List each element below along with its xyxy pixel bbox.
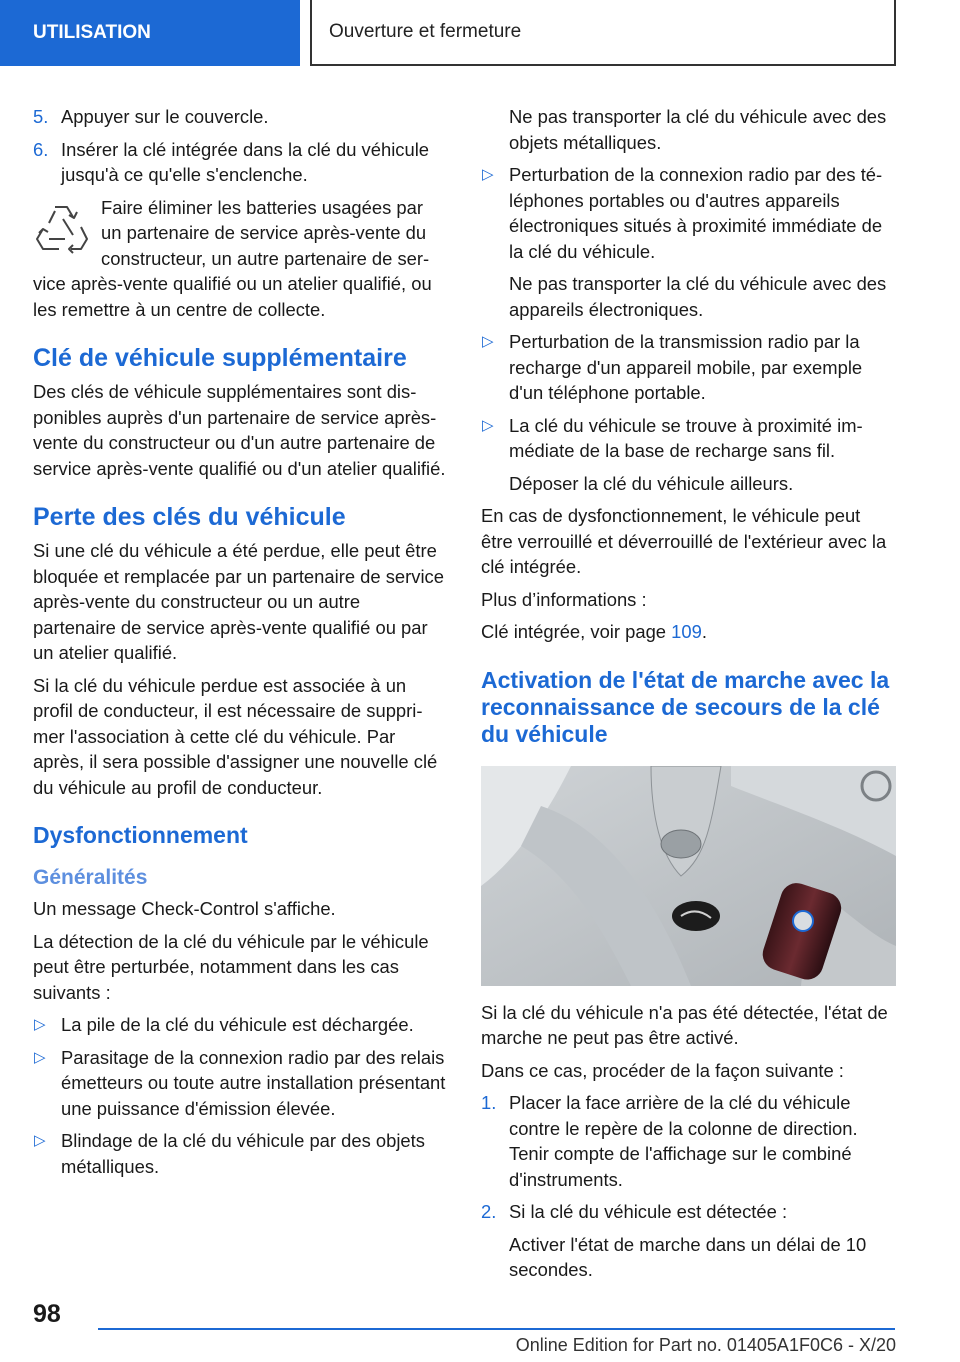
step-1 (481, 1090, 897, 1192)
step-number: 2. (481, 1201, 497, 1222)
bullet-subtext: Déposer la clé du véhicule ailleurs. (509, 472, 794, 494)
bullet-text: Perturbation de la connexion radio par des téléphones portables ou d'autres appareils électroniques situés à proximité immédiate de la clé du véhicule. (509, 164, 883, 262)
triangle-bullet-icon: ▷ (34, 1048, 46, 1066)
recycling-note (33, 195, 447, 323)
step-number: 6. (33, 138, 49, 160)
recycle-icon (33, 199, 89, 259)
heading-extra-key: Clé de véhicule supplémentaire (33, 344, 407, 372)
header-section-label: UTILISATION (33, 22, 151, 44)
steering-column-key-photo (481, 766, 896, 986)
bullet-item (481, 162, 897, 264)
step-number: 5. (33, 106, 49, 127)
page-link[interactable]: 109 (671, 621, 702, 642)
step-2 (481, 1199, 897, 1225)
triangle-bullet-icon: ▷ (482, 333, 494, 350)
bullet-item (33, 1012, 447, 1038)
paragraph: En cas de dysfonctionnement, le véhicule peut être verrouillé et déverrouillé de l'extérieur avec la clé intégrée. (481, 505, 887, 577)
step-text: Placer la face arrière de la clé du véhicule contre le repère de la colonne de direction. Tenir compte de l'affichage sur le combiné d'instruments. (509, 1092, 858, 1190)
triangle-bullet-icon: ▷ (34, 1016, 46, 1033)
bullet-text: Perturbation de la transmission radio par la recharge d'un appareil mobile, par exemple d'un téléphone portable. (509, 331, 863, 403)
bullet-item (481, 413, 897, 464)
step-text: Insérer la clé intégrée dans la clé du véhicule jusqu'à ce qu'elle s'enclenche. (61, 138, 430, 185)
paragraph: Si la clé du véhicule perdue est associée à un profil de conducteur, il est nécessaire de supprimer l'association à cette clé du véhicule. Par après, il sera possible d'assigner une nouvelle clé du véhicule au profil de conducteur. (33, 674, 438, 798)
right-column (481, 104, 897, 1290)
paragraph: Plus d’informations : (481, 588, 647, 610)
bullet-text: La pile de la clé du véhicule est déchargée. (61, 1014, 414, 1035)
step-number: 1. (481, 1092, 497, 1113)
page-reference (481, 619, 897, 645)
subheading-general: Généralités (33, 866, 148, 889)
step-5 (33, 104, 447, 130)
paragraph: La détection de la clé du véhicule par le véhicule peut être perturbée, notamment dans les cas suivants : (33, 930, 429, 1003)
header-chapter-box (310, 0, 896, 66)
recycling-text: Faire éliminer les batteries usagées par un partenaire de service après-vente du constructeur, un autre partenaire de service après-vente qualifié ou un atelier qualifié, ou les remettre à un centre de collecte. (33, 196, 432, 320)
bullet-text: La clé du véhicule se trouve à proximité immédiate de la base de recharge sans fil. (509, 414, 863, 461)
triangle-bullet-icon: ▷ (34, 1132, 46, 1149)
bullet-item (481, 329, 897, 406)
paragraph: Dans ce cas, procéder de la façon suivante : (481, 1059, 844, 1081)
heading-malfunction: Dysfonctionnement (33, 822, 248, 848)
paragraph: Si la clé du véhicule n'a pas été détectée, l'état de marche ne peut pas être activé. (481, 1001, 888, 1048)
heading-activation: Activation de l'état de marche avec la reconnaissance de secours de la clé du véhicule (481, 666, 890, 747)
triangle-bullet-icon: ▷ (482, 166, 494, 183)
bullet-item (33, 1128, 447, 1179)
left-column (33, 104, 447, 1186)
footer-divider (98, 1328, 895, 1330)
bullet-subtext: Ne pas transporter la clé du véhicule avec des objets métalliques. (509, 106, 887, 153)
page-number: 98 (33, 1300, 61, 1328)
footer-edition: Online Edition for Part no. 01405A1F0C6 - X/20 (515, 1335, 896, 1355)
header-section-tab (0, 0, 300, 66)
triangle-bullet-icon: ▷ (482, 416, 494, 434)
reference-end: . (701, 621, 707, 642)
reference-text: Clé intégrée, voir page (481, 621, 672, 642)
heading-lost-keys: Perte des clés du véhicule (33, 503, 346, 531)
step-6 (33, 137, 447, 188)
header-chapter-label: Ouverture et fermeture (329, 21, 522, 43)
bullet-text: Parasitage de la connexion radio par des relais émetteurs ou toute autre installation présentant une puissance d'émission élevée. (61, 1046, 446, 1119)
bullet-item (33, 1045, 447, 1122)
bullet-text: Blindage de la clé du véhicule par des objets métalliques. (61, 1130, 425, 1177)
paragraph: Des clés de véhicule supplémentaires sont disponibles auprès d'un partenaire de service après-vente du constructeur ou d'un autre partenaire de service après-vente qualifié ou d'un atelier qualifié. (33, 381, 446, 479)
bullet-subtext: Ne pas transporter la clé du véhicule avec des appareils électroniques. (509, 273, 887, 320)
paragraph: Si une clé du véhicule a été perdue, elle peut être bloquée et remplacée par un partenaire de service après-vente du constructeur ou un autre partenaire de service après-vente qualifié ou par un atelier qualifié. (33, 540, 444, 663)
step-subtext: Activer l'état de marche dans un délai de 10 secondes. (509, 1233, 867, 1280)
paragraph: Un message Check-Control s'affiche. (33, 898, 336, 919)
step-text: Appuyer sur le couvercle. (61, 106, 269, 127)
step-text: Si la clé du véhicule est détectée : (509, 1201, 788, 1222)
